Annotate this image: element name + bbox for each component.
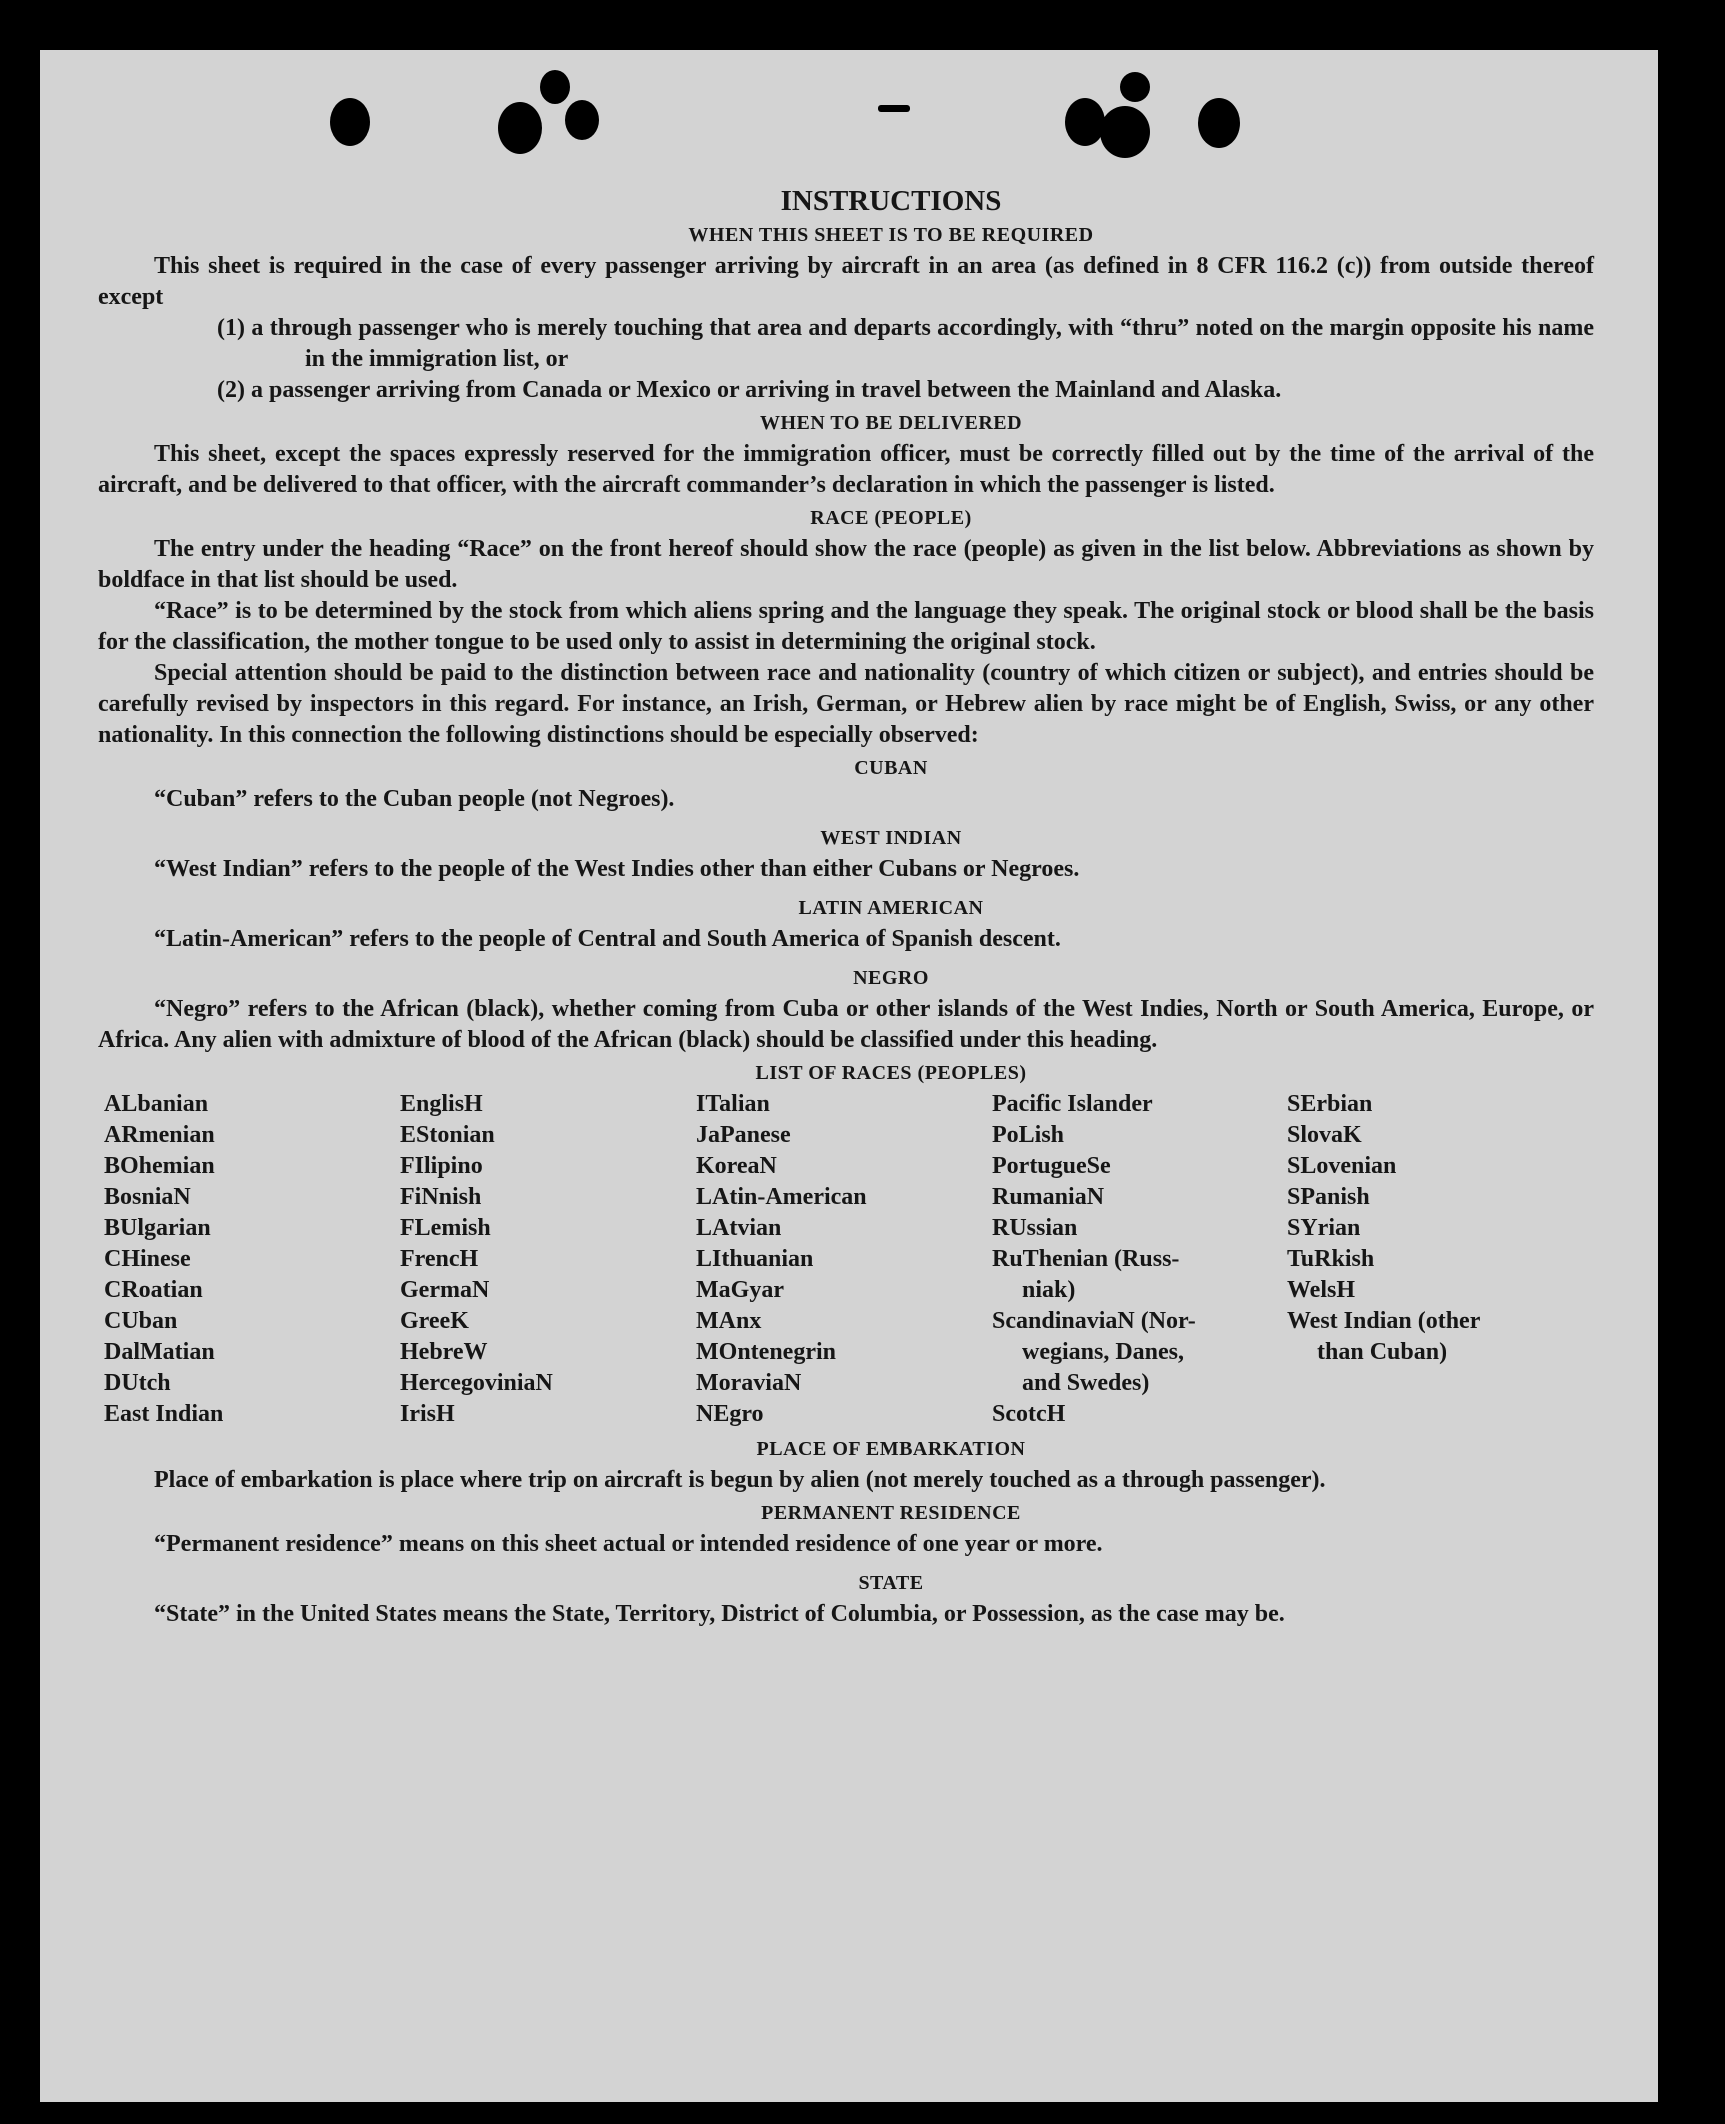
- section-heading: PLACE OF EMBARKATION: [756, 1438, 1026, 1460]
- race-entry: MOntenegrin: [696, 1339, 836, 1365]
- race-entry: FiNnish: [400, 1184, 482, 1210]
- race-entry: KoreaN: [696, 1153, 777, 1179]
- paragraph: “Latin-American” refers to the people of Central and South America of Spanish descent.: [154, 926, 1061, 952]
- race-entry: ScotcH: [992, 1401, 1066, 1427]
- race-entry: CUban: [104, 1308, 178, 1334]
- race-entry: SErbian: [1287, 1091, 1373, 1117]
- paragraph: The entry under the heading “Race” on the front hereof should show the race (people) as given in the list below. Abbreviations as shown by boldface in that list should be used.: [98, 536, 1594, 593]
- punch-hole: [1065, 98, 1105, 146]
- race-entry: EStonian: [400, 1122, 495, 1148]
- race-column: [1287, 1089, 1537, 1430]
- race-entry: GermaN: [400, 1277, 490, 1303]
- list-item: (2) a passenger arriving from Canada or Mexico or arriving in travel between the Mainland and Alaska.: [217, 377, 1282, 403]
- race-entry: East Indian: [104, 1401, 224, 1427]
- paragraph: “West Indian” refers to the people of the West Indies other than either Cubans or Negroes.: [154, 856, 1080, 882]
- page-title: INSTRUCTIONS: [780, 185, 1002, 217]
- race-entry: PortugueSe: [992, 1153, 1111, 1179]
- race-entry: DUtch: [104, 1370, 171, 1396]
- race-entry: SLovenian: [1287, 1153, 1397, 1179]
- section-heading: WHEN TO BE DELIVERED: [759, 412, 1023, 434]
- list-item: (1) a through passenger who is merely touching that area and departs accordingly, with “thru” noted on the margin opposite his name in the immigration list, or: [217, 315, 1594, 372]
- punch-hole: [330, 98, 370, 146]
- paragraph: This sheet, except the spaces expressly reserved for the immigration officer, must be correctly filled out by the time of the arrival of the aircraft, and be delivered to that officer, with the aircraft commander’s declaration in which the passenger is listed.: [98, 441, 1594, 498]
- paragraph: “State” in the United States means the State, Territory, District of Columbia, or Possession, as the case may be.: [154, 1601, 1285, 1627]
- race-entry: SPanish: [1287, 1184, 1370, 1210]
- section-heading: WEST INDIAN: [820, 827, 962, 849]
- race-entry: MaGyar: [696, 1277, 784, 1303]
- race-entry: EnglisH: [400, 1091, 483, 1117]
- race-entry: ScandinaviaN (Nor-: [992, 1308, 1196, 1334]
- race-entry: PoLish: [992, 1122, 1065, 1148]
- section-heading: WHEN THIS SHEET IS TO BE REQUIRED: [688, 224, 1094, 246]
- race-entry: HebreW: [400, 1339, 488, 1365]
- race-entry: TuRkish: [1287, 1246, 1375, 1272]
- race-entry: BOhemian: [104, 1153, 215, 1179]
- paragraph: Place of embarkation is place where trip on aircraft is begun by alien (not merely touched as a through passenger).: [154, 1467, 1326, 1493]
- paragraph: “Race” is to be determined by the stock from which aliens spring and the language they speak. The original stock or blood shall be the basis for the classification, the mother tongue to be used only to assist in determining the original stock.: [98, 598, 1594, 655]
- paragraph: This sheet is required in the case of every passenger arriving by aircraft in an area (as defined in 8 CFR 116.2 (c)) from outside thereof except: [98, 253, 1594, 310]
- race-entry: LAtvian: [696, 1215, 782, 1241]
- race-entry: JaPanese: [696, 1122, 791, 1148]
- section-heading: NEGRO: [853, 967, 929, 989]
- race-entry: WelsH: [1287, 1277, 1356, 1303]
- section-heading: LATIN AMERICAN: [798, 897, 984, 919]
- race-entry: CHinese: [104, 1246, 191, 1272]
- race-entry: LIthuanian: [696, 1246, 814, 1272]
- paragraph: Special attention should be paid to the distinction between race and nationality (country of which citizen or subject), and entries should be carefully revised by inspectors in this regard. For instance, an Irish, German, or Hebrew alien by race might be of English, Swiss, or any other nationality. In this connection the following distinctions should be especially observed:: [98, 660, 1594, 748]
- race-entry: RumaniaN: [992, 1184, 1105, 1210]
- race-entry: ALbanian: [104, 1091, 209, 1117]
- race-entry: CRoatian: [104, 1277, 203, 1303]
- race-column: [696, 1089, 992, 1430]
- race-entry: IrisH: [400, 1401, 455, 1427]
- document-page: [40, 50, 1658, 2102]
- race-column: [400, 1089, 696, 1430]
- race-entry: ITalian: [696, 1091, 770, 1117]
- punch-hole: [540, 70, 570, 104]
- punch-hole: [1198, 98, 1240, 148]
- race-entry: HercegoviniaN: [400, 1370, 553, 1396]
- paragraph: “Permanent residence” means on this sheet actual or intended residence of one year or more.: [154, 1531, 1103, 1557]
- race-entry: than Cuban): [1317, 1339, 1448, 1365]
- race-entry: LAtin-American: [696, 1184, 867, 1210]
- race-entry: MoraviaN: [696, 1370, 802, 1396]
- section-heading: PERMANENT RESIDENCE: [761, 1502, 1021, 1524]
- punch-hole: [1120, 72, 1150, 102]
- race-entry: GreeK: [400, 1308, 469, 1334]
- paragraph: “Negro” refers to the African (black), whether coming from Cuba or other islands of the West Indies, North or South America, Europe, or Africa. Any alien with admixture of blood of the African (black) should be classified under this heading.: [98, 996, 1594, 1053]
- race-entry: FrencH: [400, 1246, 479, 1272]
- section-heading: LIST OF RACES (PEOPLES): [755, 1062, 1027, 1084]
- race-entry: BosniaN: [104, 1184, 191, 1210]
- race-entry: MAnx: [696, 1308, 762, 1334]
- race-entry: ARmenian: [104, 1122, 215, 1148]
- race-column: [992, 1089, 1287, 1430]
- race-entry: and Swedes): [1022, 1370, 1150, 1396]
- race-entry: SlovaK: [1287, 1122, 1362, 1148]
- race-entry: DalMatian: [104, 1339, 215, 1365]
- race-entry: NEgro: [696, 1401, 764, 1427]
- section-heading: RACE (PEOPLE): [810, 507, 972, 529]
- race-entry: BUlgarian: [104, 1215, 211, 1241]
- punch-hole: [498, 102, 542, 154]
- race-list: [104, 1089, 1594, 1430]
- race-entry: FIlipino: [400, 1153, 483, 1179]
- section-heading: CUBAN: [854, 757, 928, 779]
- race-entry: FLemish: [400, 1215, 491, 1241]
- paragraph: “Cuban” refers to the Cuban people (not Negroes).: [154, 786, 675, 812]
- race-entry: SYrian: [1287, 1215, 1361, 1241]
- race-entry: RUssian: [992, 1215, 1078, 1241]
- punch-hole: [565, 100, 599, 140]
- race-entry: wegians, Danes,: [1022, 1339, 1185, 1365]
- ink-mark: [878, 105, 910, 112]
- race-column: [104, 1089, 400, 1430]
- race-entry: Pacific Islander: [992, 1091, 1153, 1117]
- race-entry: niak): [1022, 1277, 1076, 1303]
- race-entry: RuThenian (Russ-: [992, 1246, 1180, 1272]
- section-heading: STATE: [858, 1572, 924, 1594]
- race-entry: West Indian (other: [1287, 1308, 1481, 1334]
- punch-hole: [1100, 106, 1150, 158]
